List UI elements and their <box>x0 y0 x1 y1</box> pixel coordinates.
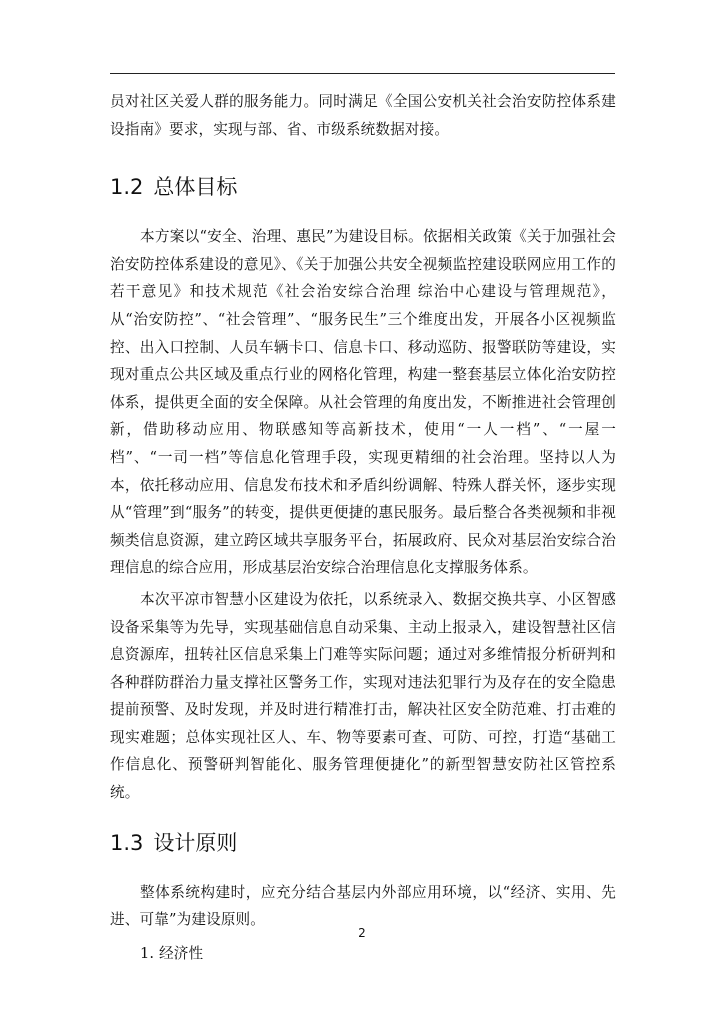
section-title: 设计原则 <box>153 830 238 855</box>
list-item-economy: 1. 经济性 <box>140 944 204 962</box>
paragraph-overall-goal-2: 本次平凉市智慧小区建设为依托，以系统录入、数据交换共享、小区智感设备采集等为先导，实现基础信息自动采集、主动上报录入，建设智慧社区信息资源库，扭转社区信息采集上门难等实际问题；通过对多维情报分析研判和各种群防群治力量支撑社区警务工作，实现对违法犯罪行为及存在的安全隐患提前预警、及时发现，并及时进行精准打击，解决社区安全防范难、打击难的现实难题；总体实现社区人、车、物等要素可查、可防、可控，打造“基础工作信息化、预警研判智能化、服务管理便捷化”的新型智慧安防社区管控系统。 <box>110 590 616 802</box>
section-heading-1-3 <box>110 829 616 857</box>
paragraph-overall-goal-1: 本方案以“安全、治理、惠民”为建设目标。依据相关政策《关于加强社会治安防控体系建设的意见》、《关于加强公共安全视频监控建设联网应用工作的若干意见》和技术规范《社会治安综合治理 综治中心建设与管理规范》，从“治安防控”、“社会管理”、“服务民生”三个维度出发，开展各小区视频监控、出入口控制、人员车辆卡口、信息卡口、移动巡防、报警联防等建设，实现对重点公共区域及重点行业的网格化管理，构建一整套基层立体化治安防控体系，提供更全面的安全保障。从社会管理的角度出发，不断推进社会管理创新，借助移动应用、物联感知等高新技术，使用“一人一档”、“一屋一档”、“一司一档”等信息化管理手段，实现更精细的社会治理。坚持以人为本，依托移动应用、信息发布技术和矛盾纠纷调解、特殊人群关怀，逐步实现从“管理”到“服务”的转变，提供更便捷的惠民服务。最后整合各类视频和非视频类信息资源，建立跨区域共享服务平台，拓展政府、民众对基层治安综合治理信息的综合应用，形成基层治安综合治理信息化支撑服务体系。 <box>110 228 616 577</box>
page-number: 2 <box>358 926 366 940</box>
section-number: 1.3 <box>110 830 144 855</box>
section-heading-1-2 <box>110 173 616 201</box>
section-number: 1.2 <box>110 175 144 200</box>
header-rule <box>110 73 615 74</box>
paragraph-design-principles: 整体系统构建时，应充分结合基层内外部应用环境，以“经济、实用、先进、可靠”为建设原则。 <box>110 883 616 929</box>
intro-paragraph: 员对社区关爱人群的服务能力。同时满足《全国公安机关社会治安防控体系建设指南》要求，实现与部、省、市级系统数据对接。 <box>110 93 616 138</box>
document-body <box>110 88 616 967</box>
section-title: 总体目标 <box>153 175 238 200</box>
